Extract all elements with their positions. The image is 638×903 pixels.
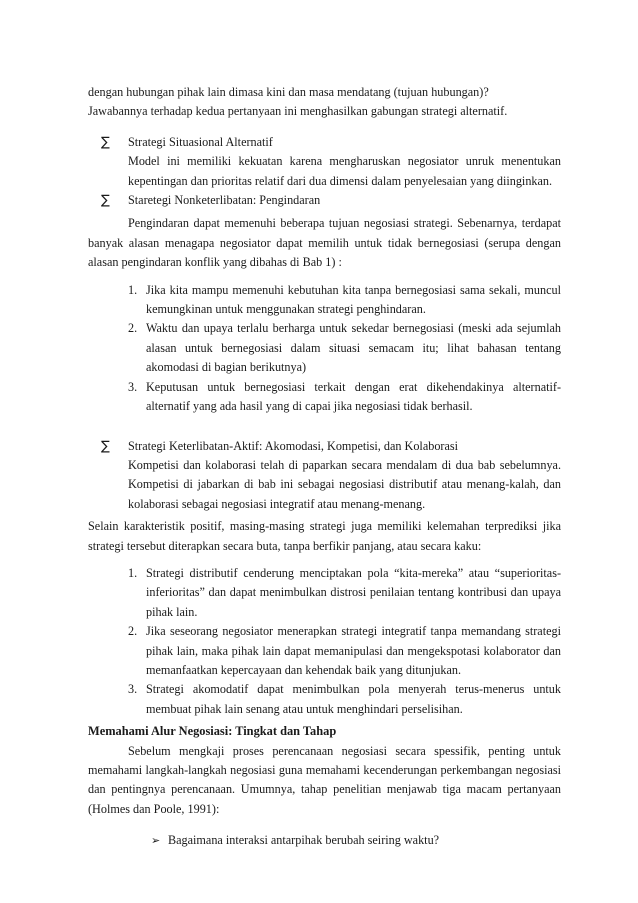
- avoidance-paragraph: Pengindaran dapat memenuhi beberapa tujuan negosiasi strategi. Sebenarnya, terdapat banyak alasan menagapa negosiator dapat memilih untuk tidak bernegosiasi (serupa dengan alasan pengindaran konflik yang dibahas di Bab 1) :: [88, 216, 561, 270]
- list-item: [88, 564, 561, 622]
- strategy-item-active: [88, 437, 561, 456]
- list-text: Strategi akomodatif dapat menimbulkan pola menyerah terus-menerus untuk membuat pihak lain senang atau untuk menghindari perselisihan.: [146, 682, 561, 716]
- list-item: [88, 319, 561, 377]
- list-number: 1.: [128, 565, 138, 580]
- list-number: 3.: [128, 379, 138, 394]
- section-heading: Memahami Alur Negosiasi: Tingkat dan Tahap: [88, 724, 337, 739]
- list-number: 2.: [128, 624, 138, 639]
- list-text: Strategi distributif cenderung menciptakan pola “kita-mereka” atau “superioritas-inferioritas” dan dapat menimbulkan distrosi penilaian tentang kontribusi dan upaya pihak lain.: [146, 565, 561, 619]
- list-item: [88, 281, 561, 320]
- list-number: 3.: [128, 682, 138, 697]
- avoidance-list: [88, 281, 561, 417]
- question-bullet-item: [88, 831, 561, 850]
- strategy-body: Kompetisi dan kolaborasi telah di paparkan secara mendalam di dua bab sebelumnya. Kompetisi di jabarkan di bab ini sebagai negosiasi distributif atau menang-kalah, dan kolaborasi sebagai negosiasi integratif atau menang-menang.: [128, 457, 561, 511]
- list-item: [88, 680, 561, 719]
- strategy-title: Strategi Situasional Alternatif: [128, 134, 273, 149]
- arrow-bullet-icon: ➢: [151, 834, 161, 848]
- list-text: Jika seseorang negosiator menerapkan strategi integratif tanpa memandang strategi pihak lain, maka pihak lain dapat memanipulasi dan mengekspotasi kolaborator dan memanfaatkan kepercayaan dan kehendak baik yang ditunjukan.: [146, 624, 561, 677]
- list-text: Jika kita mampu memenuhi kebutuhan kita tanpa bernegosiasi sama sekali, muncul kemungkinan untuk menggunakan strategi penghindaran.: [146, 282, 561, 317]
- list-number: 1.: [128, 282, 138, 297]
- intro-line-2: Jawabannya terhadap kedua pertanyaan ini menghasilkan gabungan strategi alternatif.: [88, 104, 508, 119]
- weakness-paragraph: Selain karakteristik positif, masing-masing strategi juga memiliki kelemahan terprediksi jika strategi tersebut diterapkan secara buta, tanpa berfikir panjang, atau secara kaku:: [88, 519, 561, 553]
- list-text: Keputusan untuk bernegosiasi terkait dengan erat dikehendakinya alternatif-alternatif yang ada hasil yang di capai jika negosiasi tidak berhasil.: [146, 379, 561, 414]
- sigma-bullet-icon: ∑: [101, 134, 110, 150]
- weakness-list: [88, 564, 561, 719]
- strategy-body: Model ini memiliki kekuatan karena mengharuskan negosiator unruk menentukan kepentingan dan prioritas relatif dari dua dimensi dalam penyelesaian yang diinginkan.: [128, 154, 561, 188]
- strategy-item-avoidance: [88, 191, 561, 210]
- sigma-bullet-icon: ∑: [101, 438, 110, 454]
- list-number: 2.: [128, 321, 138, 336]
- text-column: [88, 83, 561, 851]
- list-item: [88, 378, 561, 417]
- strategy-title: Strategi Keterlibatan-Aktif: Akomodasi, Kompetisi, dan Kolaborasi: [128, 438, 459, 453]
- section-paragraph: Sebelum mengkaji proses perencanaan negosiasi secara spessifik, penting untuk memahami langkah-langkah negosiasi guna memahami kecenderungan perkembangan negosiasi dan pentingnya perencanaan. Umumnya, tahap penelitian menjawab tiga macam pertanyaan (Holmes dan Poole, 1991):: [88, 743, 561, 816]
- strategy-item-situational: [88, 133, 561, 152]
- intro-line-1: dengan hubungan pihak lain dimasa kini dan masa mendatang (tujuan hubungan)?: [88, 85, 489, 99]
- strategy-title: Staretegi Nonketerlibatan: Pengindaran: [128, 193, 321, 208]
- question-text: Bagaimana interaksi antarpihak berubah seiring waktu?: [168, 833, 440, 848]
- sigma-bullet-icon: ∑: [101, 193, 110, 209]
- list-item: [88, 622, 561, 680]
- list-text: Waktu dan upaya terlalu berharga untuk sekedar bernegosiasi (meski ada sejumlah alasan untuk bernegosiasi dalam situasi semacam itu; lihat bahasan tentang akomodasi di bagian berikutnya): [146, 321, 561, 375]
- intro-paragraph: [88, 83, 561, 122]
